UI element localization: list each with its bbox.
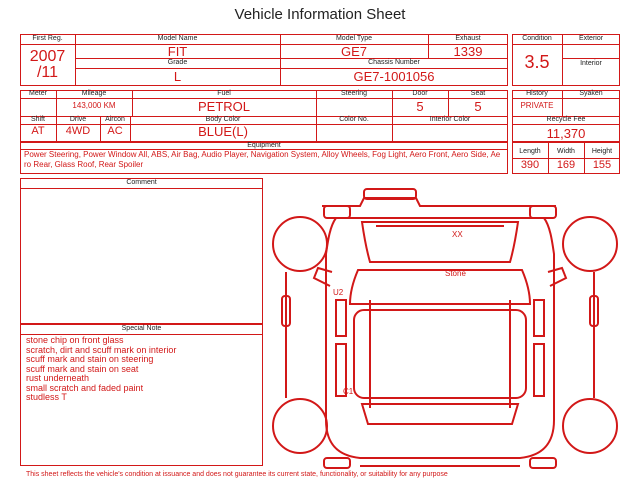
special-note-item: small scratch and faded paint — [26, 382, 144, 393]
aircon-value: AC — [107, 125, 123, 137]
special-note-item: rust underneath — [26, 373, 90, 383]
exhaust-label: Exhaust — [455, 35, 481, 42]
rear-right-wheel-icon — [563, 399, 617, 453]
first-reg-year: 2007 — [29, 48, 66, 65]
history-value: PRIVATE — [520, 101, 554, 110]
meter-label: Meter — [29, 90, 47, 97]
damage-mark-stone: Stone — [445, 269, 466, 278]
fuel-label: Fuel — [217, 90, 231, 97]
model-name-value: FIT — [167, 44, 188, 59]
seat-value: 5 — [474, 99, 482, 114]
condition-value: 3.5 — [524, 52, 550, 72]
fuel-value: PETROL — [197, 99, 250, 114]
interior-color-label: Interior Color — [429, 116, 471, 123]
special-note-item: scratch, dirt and scuff mark on interior — [26, 344, 177, 355]
damage-mark-u2: U2 — [333, 288, 344, 297]
chassis-number-value: GE7-1001056 — [353, 69, 435, 84]
color-no-label: Color No. — [339, 116, 369, 123]
length-value: 390 — [520, 159, 540, 171]
rear-left-wheel-icon — [273, 399, 327, 453]
syaken-label: Syaken — [579, 90, 603, 97]
door-value: 5 — [416, 99, 424, 114]
seat-label: Seat — [470, 90, 486, 97]
body-color-value: BLUE(L) — [198, 124, 248, 139]
height-label: Height — [591, 148, 613, 155]
sheet-title: Vehicle Information Sheet — [234, 6, 406, 23]
special-note-item: scuff mark and stain on steering — [26, 354, 154, 364]
recycle-fee-label: Recycle Fee — [546, 116, 586, 123]
condition-label: Condition — [522, 35, 552, 42]
equipment-value: Power Steering, Power Window All, ABS, Air Bag, Audio Player, Navigation System, Alloy Wheels, Fog Light, Aero Front, Aero Side, Aero Rear, Glass Roof, Rear Spoiler — [24, 150, 501, 169]
first-reg-month: /11 — [36, 64, 59, 81]
mileage-value: 143,000 KM — [72, 101, 116, 110]
model-type-value: GE7 — [340, 44, 367, 59]
grade-label: Grade — [167, 59, 188, 66]
length-label: Length — [519, 148, 541, 155]
exterior-label: Exterior — [578, 35, 604, 42]
disclaimer-footer: This sheet reflects the vehicle's condition at issuance and does not guarantee its current state, functionality, or suitability for any purpose — [26, 471, 448, 478]
shift-label: Shift — [30, 116, 45, 123]
model-name-label: Model Name — [157, 35, 198, 42]
special-note-item: studless T — [26, 392, 67, 402]
interior-label: Interior — [580, 60, 602, 67]
width-label: Width — [557, 148, 575, 155]
special-note-label: Special Note — [121, 325, 162, 332]
aircon-label: Aircon — [105, 116, 125, 123]
exhaust-value: 1339 — [453, 44, 483, 59]
body-color-label: Body Color — [205, 116, 241, 123]
drive-label: Drive — [69, 116, 87, 123]
damage-mark-c1: C1 — [343, 387, 354, 396]
comment-label: Comment — [126, 179, 157, 186]
front-left-wheel-icon — [273, 217, 327, 271]
special-note-item: scuff mark and stain on seat — [26, 363, 139, 374]
steering-label: Steering — [340, 90, 368, 97]
shift-value: AT — [31, 125, 45, 137]
history-label: History — [526, 90, 548, 97]
grade-value: L — [173, 69, 182, 84]
equipment-label: Equipment — [247, 142, 281, 149]
special-note-item: stone chip on front glass — [26, 335, 124, 345]
width-value: 169 — [556, 159, 576, 171]
recycle-fee-value: 11,370 — [546, 126, 586, 141]
door-label: Door — [412, 90, 428, 97]
chassis-number-label: Chassis Number — [368, 59, 420, 66]
damage-mark-xx: XX — [452, 230, 463, 239]
mileage-label: Mileage — [81, 90, 107, 97]
first-reg-label: First Reg. — [32, 35, 63, 42]
front-right-wheel-icon — [563, 217, 617, 271]
drive-value: 4WD — [65, 125, 91, 137]
model-type-label: Model Type — [335, 35, 373, 42]
height-value: 155 — [592, 159, 612, 171]
